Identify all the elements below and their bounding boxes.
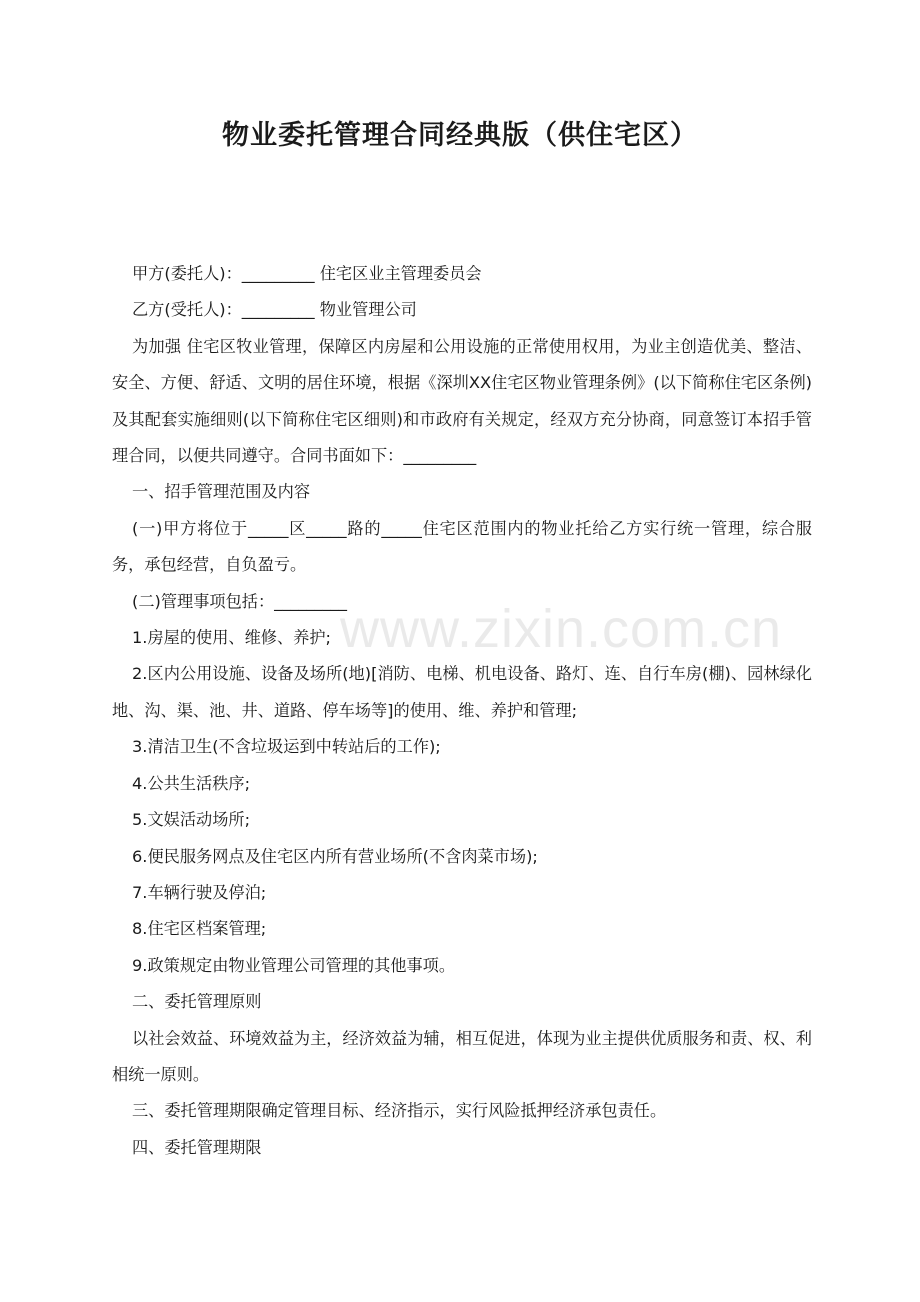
list-item: 8.住宅区档案管理; — [132, 919, 267, 939]
clause-1-1: (一)甲方将位于_____区_____路的_____住宅区范围内的物业托给乙方实行统一管理，综合服务，承包经营，自负盈亏。 — [112, 518, 812, 575]
party-b-line: 乙方(受托人)：_________ 物业管理公司 — [132, 300, 417, 320]
clause-1-2: (二)管理事项包括：_________ — [132, 591, 347, 611]
list-item: 7.车辆行驶及停泊; — [132, 882, 267, 902]
list-item: 1.房屋的使用、维修、养护; — [132, 628, 331, 648]
party-a-line: 甲方(委托人)：_________ 住宅区业主管理委员会 — [132, 264, 482, 283]
document-title: 物业委托管理合同经典版（供住宅区） — [222, 120, 698, 151]
principle-paragraph: 以社会效益、环境效益为主，经济效益为辅，相互促进，体现为业主提供优质服务和责、权、利相统一原则。 — [112, 1028, 812, 1084]
list-item: 3.清洁卫生(不含垃圾运到中转站后的工作); — [132, 737, 441, 757]
preamble-paragraph: 为加强 住宅区牧业管理，保障区内房屋和公用设施的正常使用权用，为业主创造优美、整洁、安全、方便、舒适、文明的居住环境，根据《深圳XX住宅区物业管理条例》(以下简称住宅区条例)及其配套实施细则(以下简称住宅区细则)和市政府有关规定，经双方充分协商，同意签订本招手管理合同，以便共同遵守。合同书面如下：_________ — [112, 336, 812, 466]
section-heading-2: 二、委托管理原则 — [132, 992, 262, 1012]
list-item: 6.便民服务网点及住宅区内所有营业场所(不含肉菜市场); — [132, 846, 538, 866]
list-item: 9.政策规定由物业管理公司管理的其他事项。 — [132, 955, 456, 975]
watermark: www.zixin.com.cn — [340, 599, 783, 659]
section-heading-3: 三、委托管理期限确定管理目标、经济指示，实行风险抵押经济承包责任。 — [132, 1101, 667, 1121]
list-item: 5.文娱活动场所; — [132, 810, 251, 830]
section-heading-1: 一、招手管理范围及内容 — [132, 482, 311, 502]
list-item: 2.区内公用设施、设备及场所(地)[消防、电梯、机电设备、路灯、连、自行车房(棚)、园林绿化地、沟、渠、池、井、道路、停车场等]的使用、维、养护和管理; — [112, 664, 812, 720]
list-item: 4.公共生活秩序; — [132, 773, 251, 793]
document-body — [112, 256, 812, 1166]
section-heading-4: 四、委托管理期限 — [132, 1137, 262, 1157]
